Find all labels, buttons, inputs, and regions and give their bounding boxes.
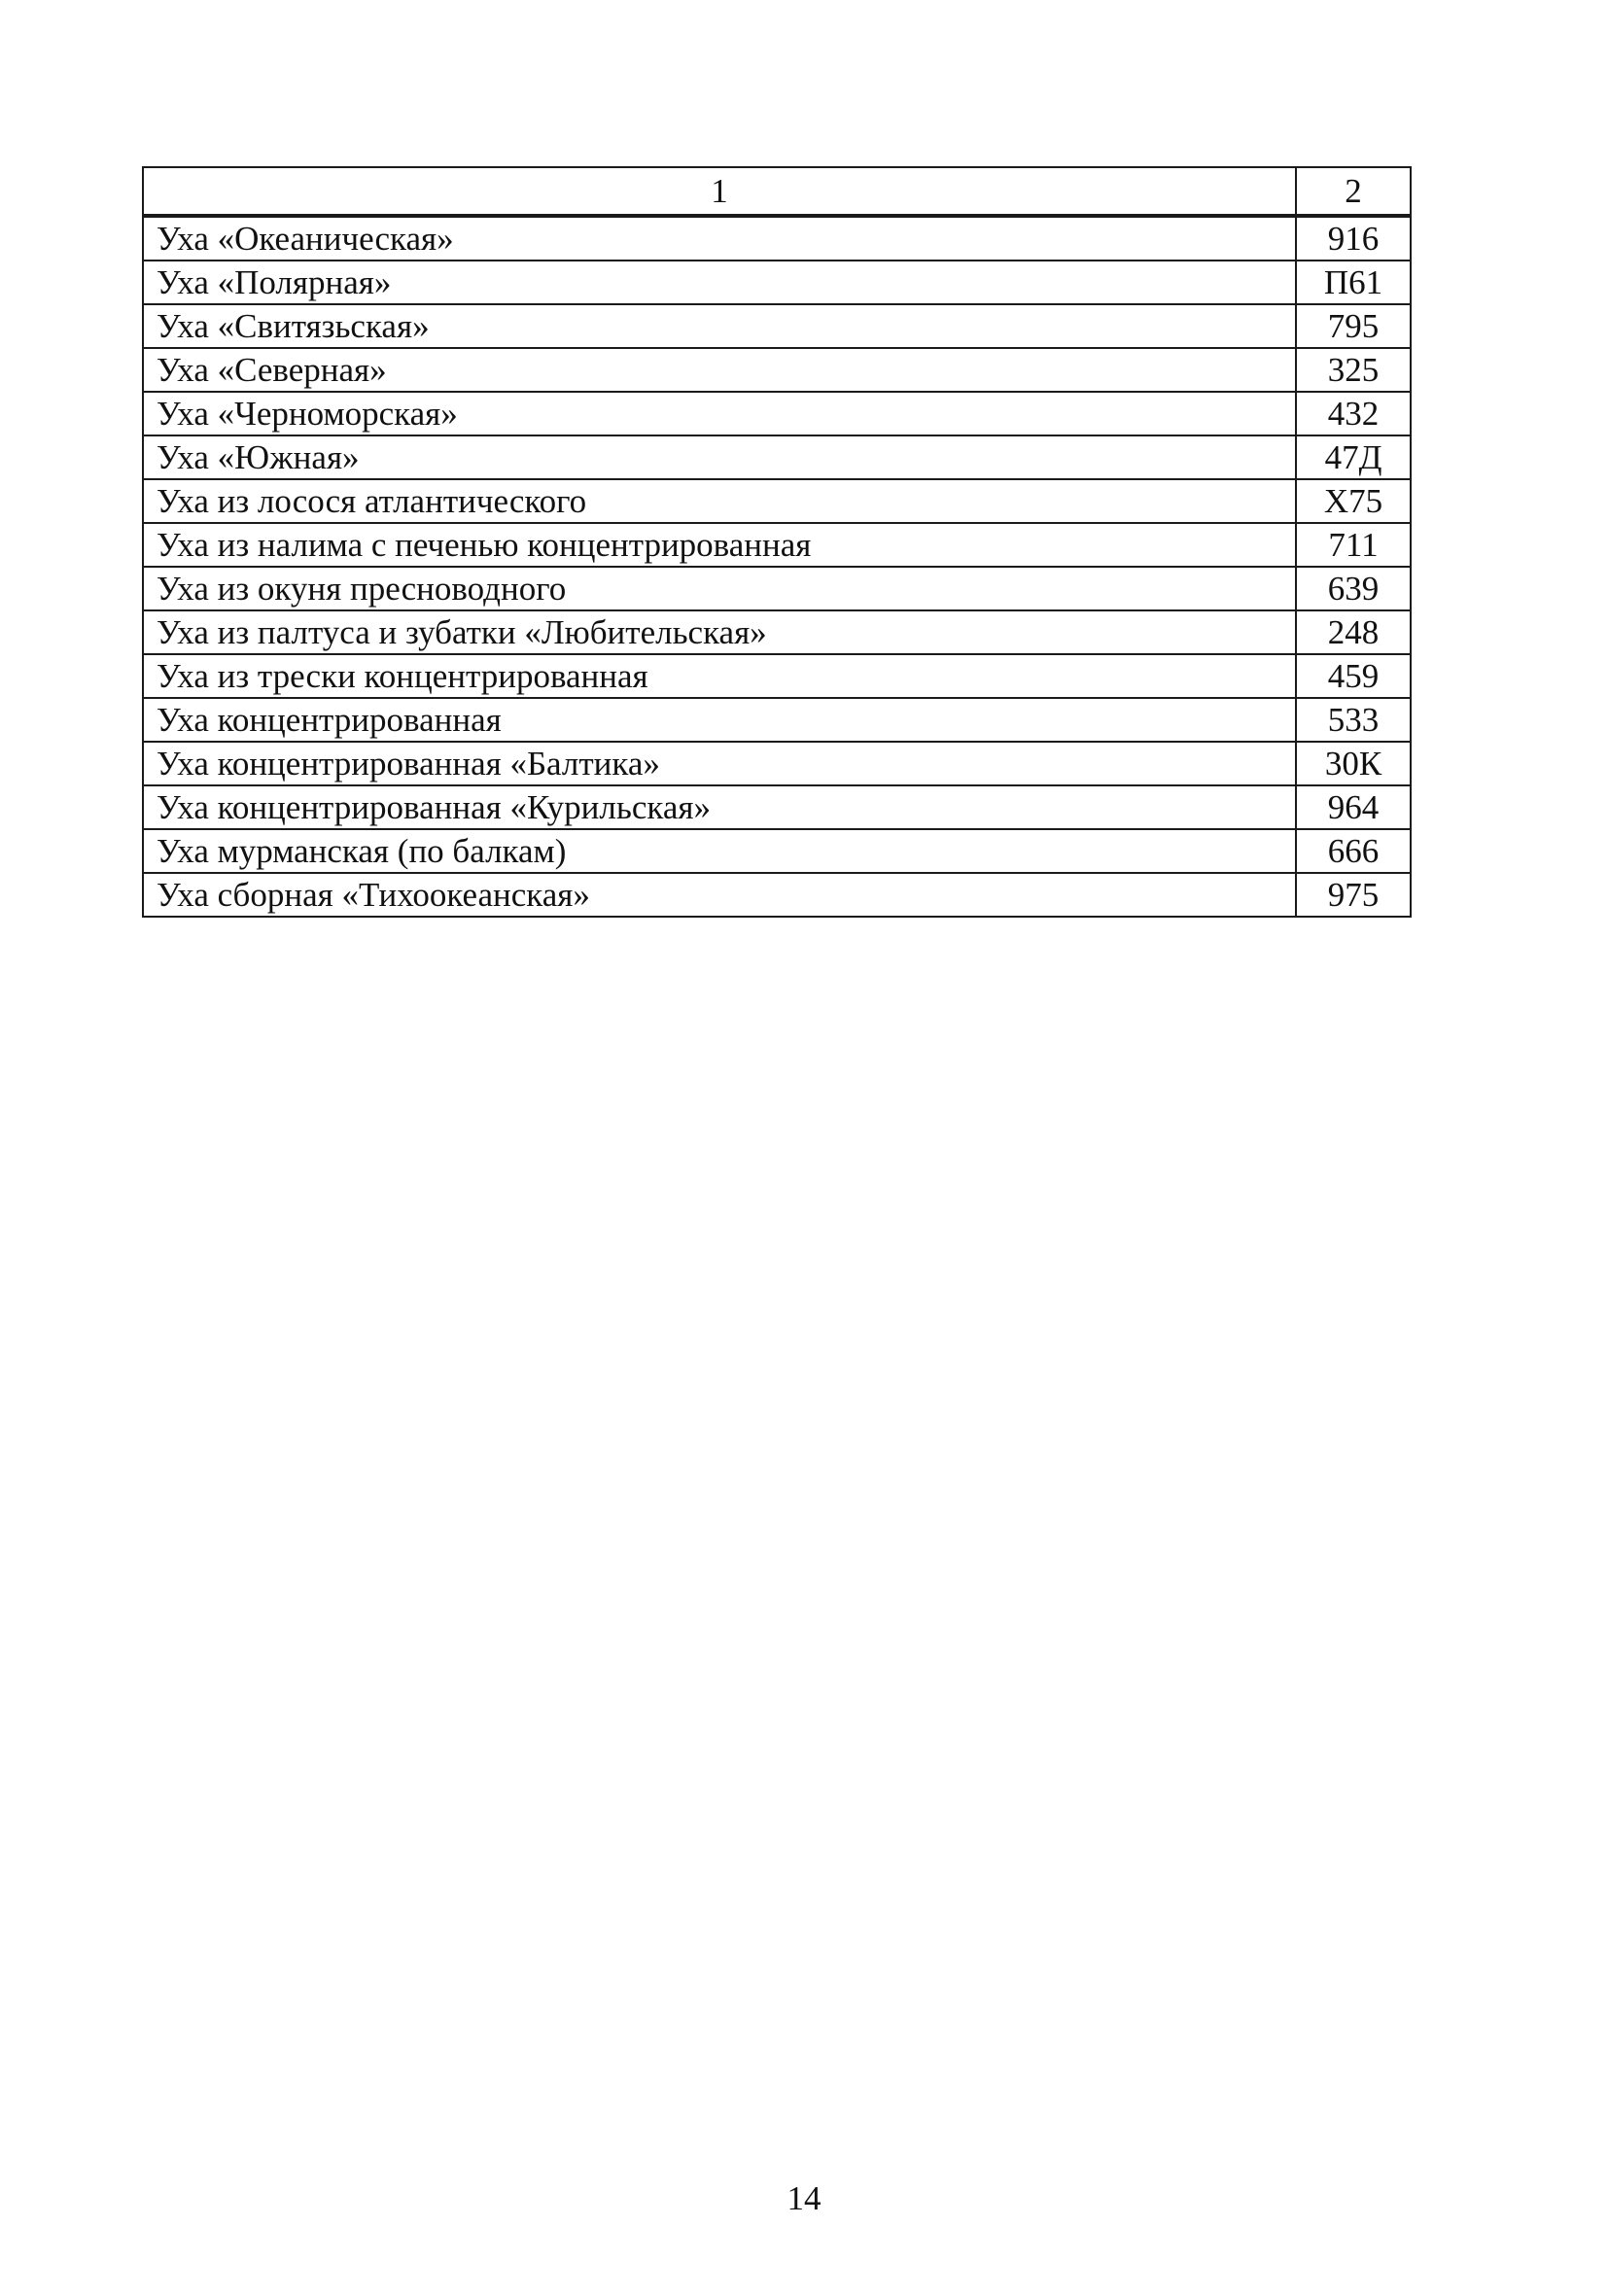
dish-name-cell: Уха из налима с печенью концентрированная	[143, 523, 1296, 567]
dish-name-cell: Уха концентрированная «Курильская»	[143, 785, 1296, 829]
dish-name-cell: Уха концентрированная	[143, 698, 1296, 742]
table-row	[143, 392, 1411, 435]
table-row	[143, 610, 1411, 654]
dish-name-cell: Уха «Северная»	[143, 348, 1296, 392]
table-row	[143, 567, 1411, 610]
dish-code-cell: 325	[1296, 348, 1411, 392]
table-row	[143, 523, 1411, 567]
table-row	[143, 304, 1411, 348]
dish-code-cell: 248	[1296, 610, 1411, 654]
dish-code-cell: 432	[1296, 392, 1411, 435]
dish-name-cell: Уха «Океаническая»	[143, 216, 1296, 261]
table-row	[143, 829, 1411, 873]
dish-name-cell: Уха «Свитязьская»	[143, 304, 1296, 348]
dish-name-cell: Уха «Полярная»	[143, 261, 1296, 304]
dish-code-cell: 533	[1296, 698, 1411, 742]
table-row	[143, 348, 1411, 392]
table-body	[143, 216, 1411, 917]
dish-code-cell: П61	[1296, 261, 1411, 304]
column-header-name: 1	[143, 167, 1296, 216]
dish-name-cell: Уха «Южная»	[143, 435, 1296, 479]
dish-name-cell: Уха из окуня пресноводного	[143, 567, 1296, 610]
table-row	[143, 785, 1411, 829]
soup-code-table	[142, 166, 1412, 918]
dish-name-cell: Уха из лосося атлантического	[143, 479, 1296, 523]
table-row	[143, 654, 1411, 698]
dish-code-cell: 30К	[1296, 742, 1411, 785]
dish-code-cell: 459	[1296, 654, 1411, 698]
table-row	[143, 873, 1411, 917]
dish-code-cell: 639	[1296, 567, 1411, 610]
table-row	[143, 742, 1411, 785]
dish-code-cell: 47Д	[1296, 435, 1411, 479]
table-header-row	[143, 167, 1411, 216]
dish-code-cell: 795	[1296, 304, 1411, 348]
dish-name-cell: Уха мурманская (по балкам)	[143, 829, 1296, 873]
dish-name-cell: Уха из палтуса и зубатки «Любительская»	[143, 610, 1296, 654]
dish-name-cell: Уха концентрированная «Балтика»	[143, 742, 1296, 785]
table-row	[143, 479, 1411, 523]
dish-name-cell: Уха из трески концентрированная	[143, 654, 1296, 698]
dish-code-cell: 666	[1296, 829, 1411, 873]
dish-code-cell: X75	[1296, 479, 1411, 523]
dish-code-cell: 975	[1296, 873, 1411, 917]
column-header-code: 2	[1296, 167, 1411, 216]
table-row	[143, 216, 1411, 261]
page-number: 14	[787, 2179, 821, 2217]
table-row	[143, 261, 1411, 304]
dish-name-cell: Уха «Черноморская»	[143, 392, 1296, 435]
dish-code-cell: 711	[1296, 523, 1411, 567]
table-row	[143, 435, 1411, 479]
dish-code-cell: 964	[1296, 785, 1411, 829]
dish-code-cell: 916	[1296, 216, 1411, 261]
dish-name-cell: Уха сборная «Тихоокеанская»	[143, 873, 1296, 917]
table-row	[143, 698, 1411, 742]
